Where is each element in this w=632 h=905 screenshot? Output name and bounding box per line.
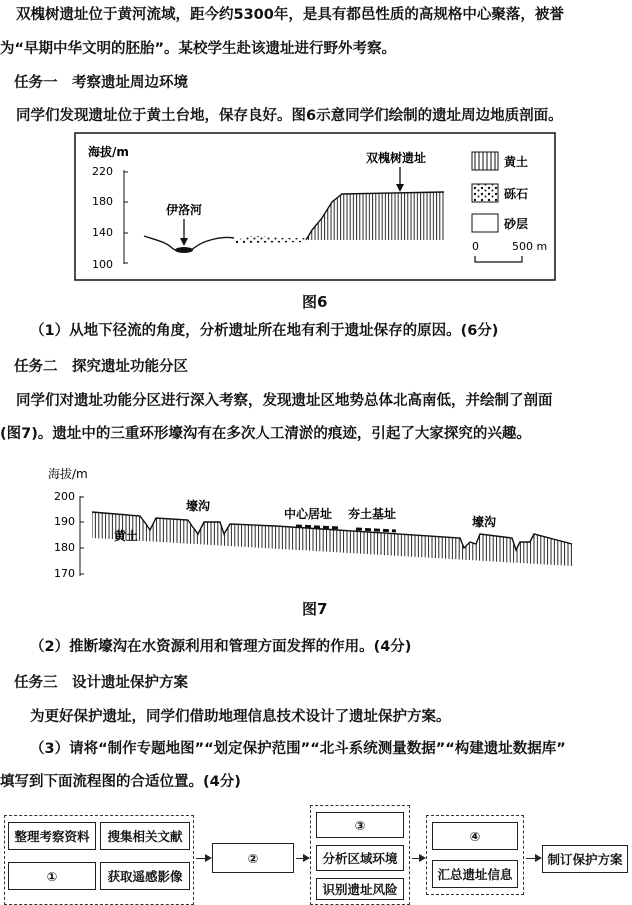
fig6-ytick-100: 100 bbox=[92, 258, 113, 271]
flow-box-analyze-environment: 分析区域环境 bbox=[316, 845, 404, 871]
fig6-site-label: 双槐树遗址 bbox=[366, 151, 427, 165]
fig7-ytick-200: 200 bbox=[54, 490, 75, 503]
fig7-caption: 图7 bbox=[302, 600, 328, 618]
intro-line-1: 双槐树遗址位于黄河流域，距今约5300年，是具有都邑性质的高规格中心聚落，被誉 bbox=[16, 7, 564, 23]
fig7-ytick-190: 190 bbox=[54, 515, 75, 528]
flow-arrow-1 bbox=[196, 858, 210, 859]
fig6-ytick-140: 140 bbox=[92, 226, 113, 239]
figure-7-site-section bbox=[40, 462, 600, 588]
flow-arrow-2 bbox=[296, 858, 308, 859]
fig7-label-loess: 黄土 bbox=[114, 529, 139, 543]
intro-line-2: 为“早期中华文明的胚胎”。某校学生赴该遗址进行野外考察。 bbox=[0, 41, 397, 57]
task3-text: 为更好保护遗址，同学们借助地理信息技术设计了遗址保护方案。 bbox=[30, 709, 451, 725]
fig6-legend-sand-swatch bbox=[472, 214, 498, 232]
fig6-ytick-220: 220 bbox=[92, 165, 113, 178]
fig7-rammed-marker bbox=[356, 529, 396, 531]
fig6-legend-loess: 黄土 bbox=[504, 155, 529, 169]
fig6-ylabel: 海拔/m bbox=[88, 145, 129, 159]
flow-box-search-literature: 搜集相关文献 bbox=[100, 822, 190, 850]
task2-text-2: (图7)。遗址中的三重环形壕沟有在多次人工清淤的痕迹，引起了大家探究的兴趣。 bbox=[0, 426, 531, 442]
flow-box-blank-1: ① bbox=[8, 862, 96, 890]
flow-box-blank-4: ④ bbox=[432, 822, 518, 850]
fig6-river-label: 伊洛河 bbox=[166, 203, 203, 217]
fig6-legend-loess-swatch bbox=[472, 152, 498, 170]
fig6-legend-gravel: 砾石 bbox=[504, 187, 529, 201]
flow-box-remote-sensing: 获取遥感影像 bbox=[100, 862, 190, 890]
flow-arrow-3 bbox=[412, 858, 424, 859]
flow-box-blank-3: ③ bbox=[316, 812, 404, 838]
fig6-caption: 图6 bbox=[302, 293, 328, 311]
flow-box-identify-risk: 识别遗址风险 bbox=[316, 878, 404, 900]
fig7-ylabel: 海拔/m bbox=[48, 467, 88, 481]
fig6-loess-layer bbox=[306, 192, 444, 240]
flow-box-summarize-info: 汇总遗址信息 bbox=[432, 860, 518, 888]
question-2: （2）推断壕沟在水资源利用和管理方面发挥的作用。(4分) bbox=[30, 639, 412, 655]
task3-heading: 任务三 设计遗址保护方案 bbox=[14, 675, 188, 691]
task2-heading: 任务二 探究遗址功能分区 bbox=[14, 359, 188, 375]
question-3-line-2: 填写到下面流程图的合适位置。(4分) bbox=[0, 774, 241, 790]
fig7-label-moat-right: 壕沟 bbox=[472, 515, 497, 529]
question-1: （1）从地下径流的角度，分析遗址所在地有利于遗址保存的原因。(6分) bbox=[30, 323, 499, 339]
fig7-ytick-180: 180 bbox=[54, 541, 75, 554]
fig6-scale-label: 500 m bbox=[512, 240, 548, 253]
figure-6-geologic-section bbox=[74, 132, 556, 282]
fig6-scale-zero: 0 bbox=[472, 240, 479, 253]
fig6-legend-gravel-swatch bbox=[472, 184, 498, 202]
flow-box-organize-data: 整理考察资料 bbox=[8, 822, 96, 850]
flow-arrow-4 bbox=[526, 858, 540, 859]
task1-text: 同学们发现遗址位于黄土台地，保存良好。图6示意同学们绘制的遗址周边地质剖面。 bbox=[16, 108, 563, 124]
fig6-river bbox=[175, 247, 193, 253]
flow-box-blank-2: ② bbox=[212, 843, 294, 873]
task1-heading: 任务一 考察遗址周边环境 bbox=[14, 75, 188, 91]
fig7-label-moat-left: 壕沟 bbox=[186, 499, 211, 513]
fig7-label-center: 中心居址 bbox=[284, 507, 333, 521]
flow-box-protection-plan: 制订保护方案 bbox=[542, 845, 628, 873]
fig6-ytick-180: 180 bbox=[92, 195, 113, 208]
question-3-line-1: （3）请将“制作专题地图”“划定保护范围”“北斗系统测量数据”“构建遗址数据库” bbox=[30, 741, 566, 757]
fig6-legend-sand: 砂层 bbox=[504, 217, 529, 231]
fig7-label-rammed: 夯土基址 bbox=[348, 507, 397, 521]
fig6-gravel-layer bbox=[234, 236, 306, 243]
fig6-scale-bar bbox=[475, 256, 522, 262]
task2-text-1: 同学们对遗址功能分区进行深入考察，发现遗址区地势总体北高南低，并绘制了剖面 bbox=[16, 393, 553, 409]
fig7-ytick-170: 170 bbox=[54, 567, 75, 580]
